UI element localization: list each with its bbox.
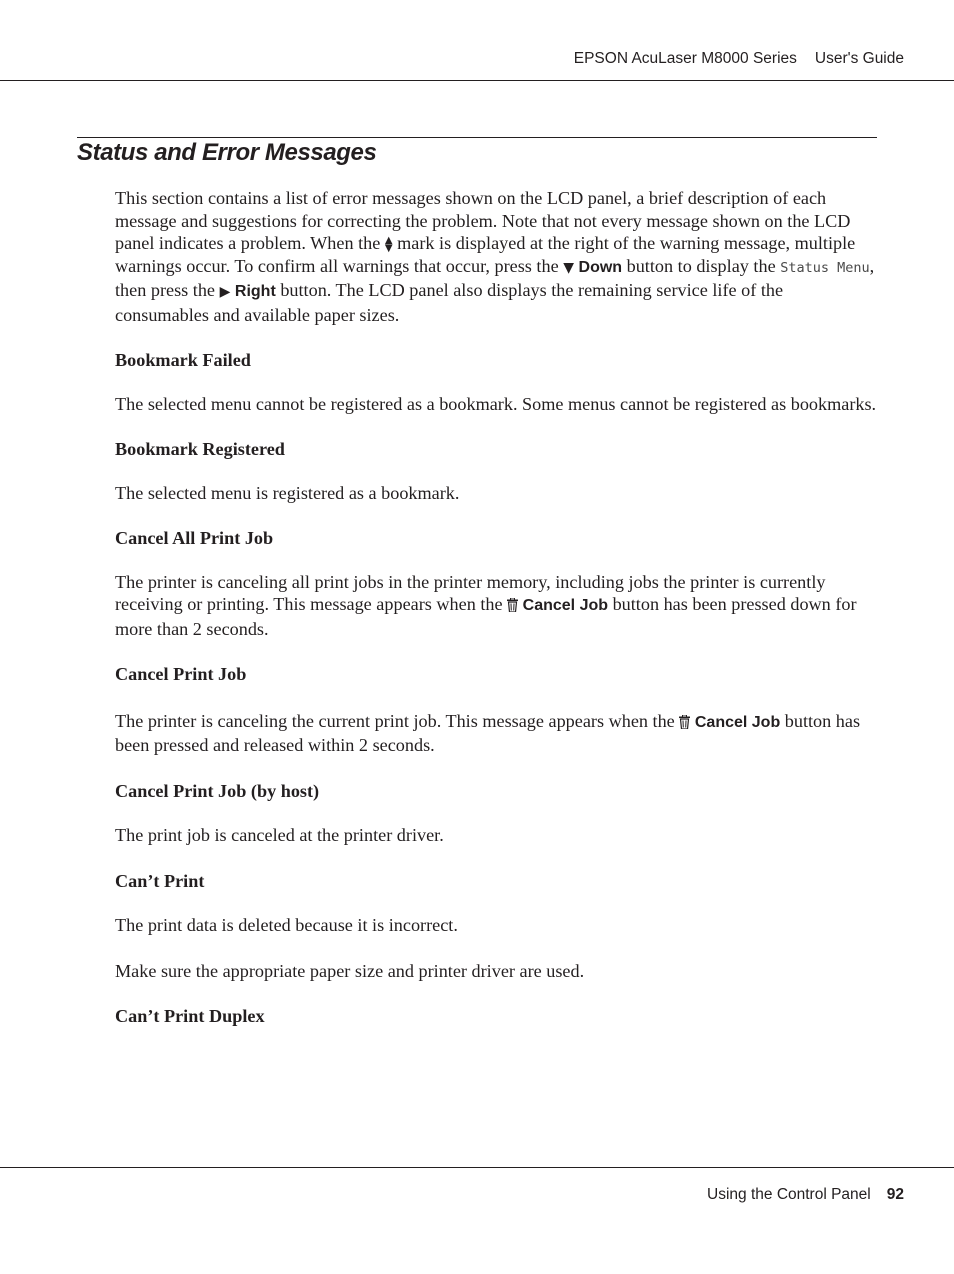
heading-cancel-print-job: Cancel Print Job (115, 664, 247, 684)
down-button-label: Down (578, 258, 623, 276)
heading-bookmark-registered: Bookmark Registered (115, 439, 285, 459)
text-cant-print-2: Make sure the appropriate paper size and printer driver are used. (115, 960, 585, 981)
footer-section: Using the Control Panel (707, 1186, 871, 1203)
running-footer (707, 1186, 904, 1204)
up-down-arrow-icon: ▲ ▼ (384, 235, 393, 254)
main-content (115, 187, 877, 1028)
running-header (574, 50, 904, 68)
text-cancel-print-job: The printer is canceling the current print job. This message appears when the Cancel Job button has been pressed and released within 2 seconds. (115, 710, 861, 755)
cancel-job-label: Cancel Job (522, 597, 609, 614)
status-menu-label: Status Menu (780, 259, 870, 276)
heading-cancel-all-print-job: Cancel All Print Job (115, 528, 274, 548)
heading-cant-print-duplex: Can’t Print Duplex (115, 1006, 265, 1026)
cancel-job-label: Cancel Job (694, 713, 781, 731)
header-guide: User's Guide (814, 50, 904, 67)
text-bookmark-failed: The selected menu cannot be registered as a bookmark. Some menus cannot be registered as bookmarks. (115, 393, 877, 414)
heading-bookmark-failed: Bookmark Failed (115, 350, 251, 370)
text-cancel-all-print-job: The printer is canceling all print jobs in the printer memory, including jobs the printer is currently receiving or printing. This message appears when the Cancel Job button has been pressed down for more than 2 seconds. (115, 571, 857, 639)
down-arrow-icon: ▼ (563, 259, 574, 276)
page-number: 92 (886, 1186, 904, 1203)
header-product: EPSON AcuLaser M8000 Series (573, 50, 797, 67)
intro-paragraph: This section contains a list of error messages shown on the LCD panel, a brief description of each message and suggestions for correcting the problem. Note that not every message shown on the LCD panel indicates a problem. When the ▲ ▼ mark is displayed at the right of the warning message, multiple warnings occur. To confirm all warnings that occur, press the ▼ Down button to display the Status Menu, then press the ▶ Right button. The LCD panel also displays the remaining service life of the consumables and available paper sizes. (115, 188, 875, 325)
text-cancel-print-job-by-host: The print job is canceled at the printer driver. (115, 825, 444, 845)
page-title: Status and Error Messages (77, 139, 377, 166)
trash-icon (679, 715, 690, 729)
heading-cant-print: Can’t Print (115, 870, 205, 891)
trash-icon (507, 598, 518, 612)
header-rule (0, 80, 954, 81)
right-button-label: Right (234, 283, 276, 300)
footer-rule (0, 1167, 954, 1168)
text-bookmark-registered: The selected menu is registered as a bookmark. (115, 482, 460, 503)
text-cant-print-1: The print data is deleted because it is incorrect. (115, 915, 458, 935)
right-arrow-icon: ▶ (219, 284, 231, 300)
heading-cancel-print-job-by-host: Cancel Print Job (by host) (115, 780, 320, 801)
